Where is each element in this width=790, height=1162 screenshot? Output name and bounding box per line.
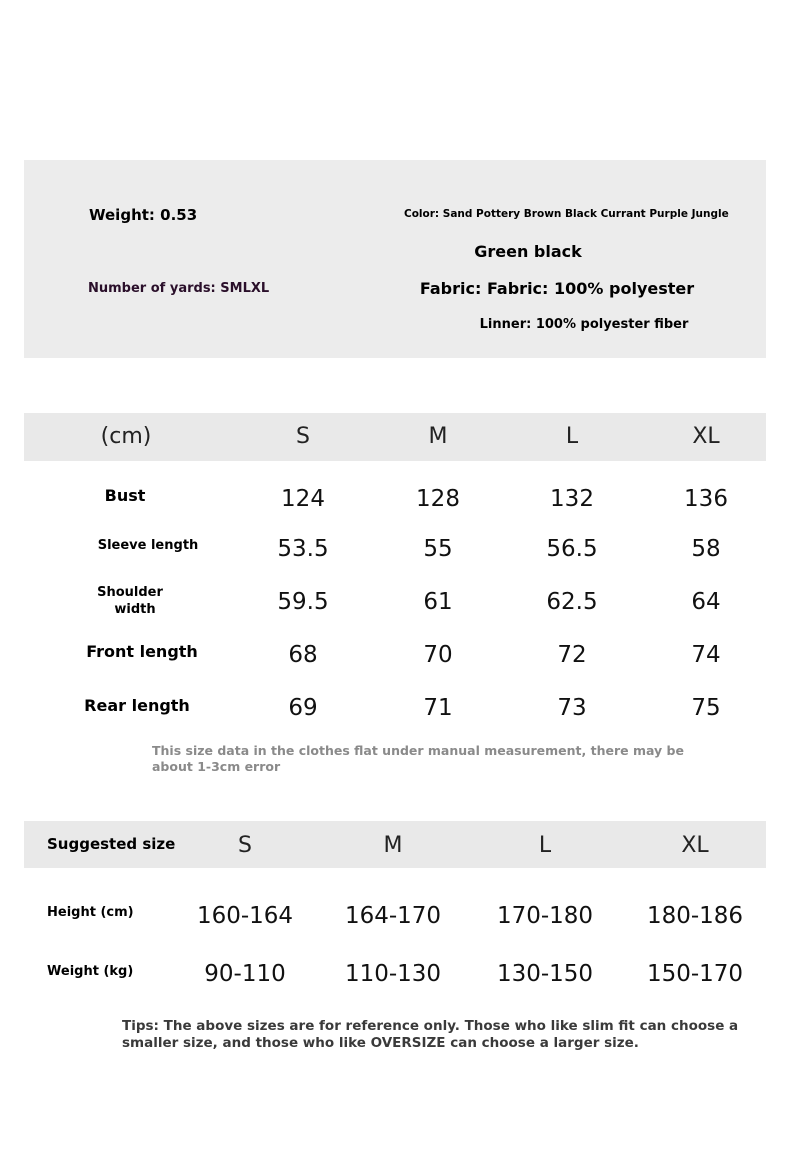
row-label-shoulder-width-line2: width: [114, 602, 156, 617]
row-label-height: Height (cm): [47, 905, 134, 920]
table-cell: 136: [684, 486, 728, 512]
table-cell: 124: [281, 486, 325, 512]
table-cell: 90-110: [204, 961, 286, 987]
suggested-size-header: Suggested size: [47, 835, 176, 853]
table-cell: 74: [691, 642, 721, 668]
table-cell: 132: [550, 486, 594, 512]
tips-line2: smaller size, and those who like OVERSIZE can choose a larger size.: [122, 1035, 639, 1051]
size-header-l: L: [565, 424, 579, 449]
color-label-line1: Color: Sand Pottery Brown Black Currant Purple Jungle: [404, 208, 729, 220]
row-label-bust: Bust: [104, 486, 146, 505]
tips-line1: Tips: The above sizes are for reference only. Those who like slim fit can choose a: [122, 1018, 739, 1034]
table-cell: 71: [423, 695, 453, 721]
table-cell: 164-170: [344, 903, 442, 929]
measurement-note-line2: about 1-3cm error: [152, 759, 281, 774]
row-label-weight: Weight (kg): [47, 964, 134, 979]
size-header-xl: XL: [692, 424, 720, 449]
liner-label: Linner: 100% polyester fiber: [479, 317, 689, 332]
table-cell: 62.5: [546, 589, 598, 615]
size-header-m: M: [428, 424, 448, 449]
table-cell: 73: [557, 695, 587, 721]
table-cell: 180-186: [646, 903, 744, 929]
table-cell: 110-130: [344, 961, 442, 987]
table-cell: 55: [423, 536, 453, 562]
table-cell: 130-150: [496, 961, 594, 987]
table-cell: 72: [557, 642, 587, 668]
table-cell: 64: [691, 589, 721, 615]
table-cell: 61: [423, 589, 453, 615]
table-cell: 75: [691, 695, 721, 721]
table-cell: 58: [691, 536, 721, 562]
color-label-line2: Green black: [474, 242, 582, 261]
row-label-front-length: Front length: [86, 642, 198, 661]
yards-label: Number of yards: SMLXL: [88, 281, 270, 296]
suggest-size-xl: XL: [681, 833, 709, 858]
table-cell: 59.5: [277, 589, 329, 615]
table-cell: 128: [416, 486, 460, 512]
table-cell: 170-180: [496, 903, 594, 929]
measurement-note-line1: This size data in the clothes flat under manual measurement, there may be: [152, 743, 684, 758]
suggest-size-s: S: [238, 833, 252, 858]
table-cell: 53.5: [277, 536, 329, 562]
table-cell: 68: [288, 642, 318, 668]
table-cell: 70: [423, 642, 453, 668]
suggest-size-m: M: [383, 833, 403, 858]
unit-header: (cm): [100, 424, 152, 449]
row-label-rear-length: Rear length: [84, 696, 190, 715]
fabric-label: Fabric: Fabric: 100% polyester: [419, 279, 695, 298]
table-cell: 69: [288, 695, 318, 721]
table-cell: 56.5: [546, 536, 598, 562]
table-cell: 160-164: [196, 903, 294, 929]
suggest-size-l: L: [538, 833, 552, 858]
weight-label: Weight: 0.53: [89, 206, 198, 224]
size-header-s: S: [296, 424, 310, 449]
row-label-shoulder-width-line1: Shoulder: [97, 585, 163, 600]
row-label-sleeve-length: Sleeve length: [97, 538, 199, 553]
table-cell: 150-170: [646, 961, 744, 987]
